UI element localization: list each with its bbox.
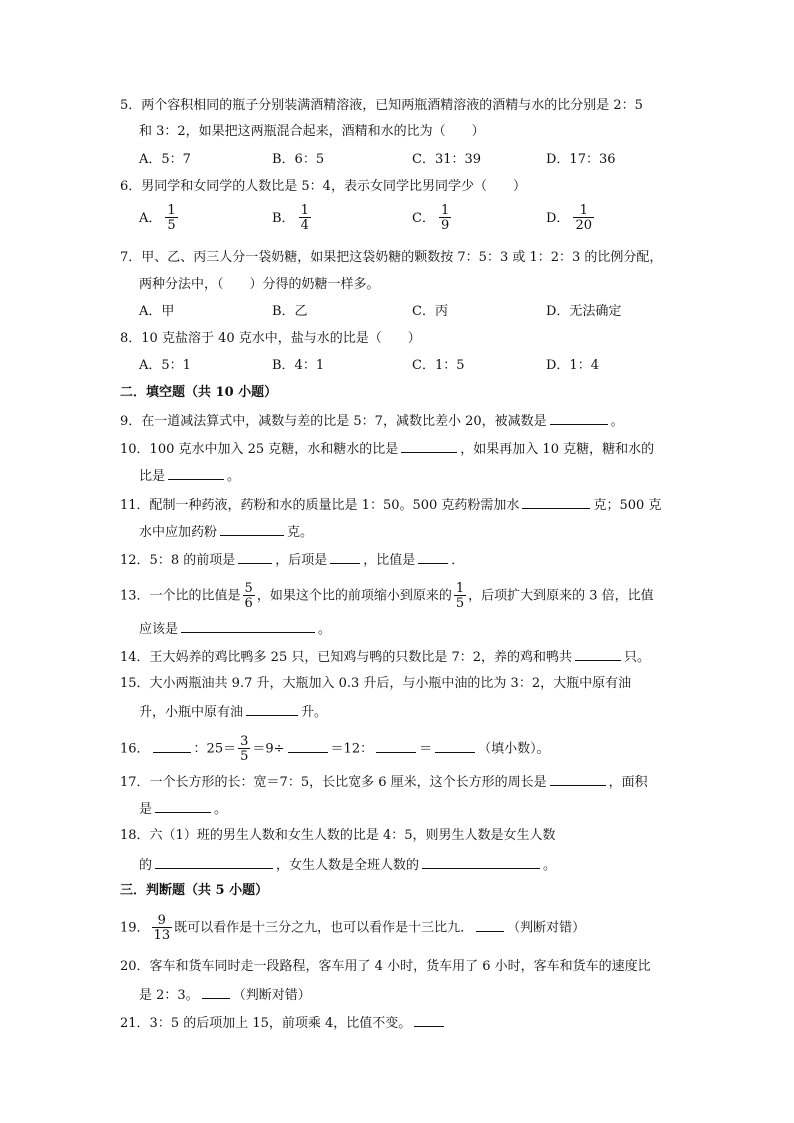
answer-blank[interactable] [376, 738, 416, 753]
question-text: 12．5：8 的前项是 [120, 553, 236, 568]
question-text: 10．100 克水中加入 25 克糖，水和糖水的比是 [120, 442, 399, 457]
question-11-line-1 [120, 494, 661, 516]
question-text: ，后项是 [275, 553, 328, 568]
question-text: ，比值是 [363, 553, 416, 568]
answer-blank[interactable] [414, 1012, 444, 1027]
question-text: 比是 [139, 469, 166, 484]
question-6-text: 6．男同学和女同学的人数比是 5：4，表示女同学比男同学少（ ） [120, 179, 526, 194]
option-label: D． [546, 210, 570, 226]
question-text: 13．一个比的比值是 [120, 588, 241, 604]
question-5-option-a: A．5：7 [139, 152, 191, 167]
denominator: 9 [440, 218, 450, 233]
question-17-line-2 [139, 798, 227, 820]
denominator: 5 [455, 596, 465, 611]
question-text: 克。 [287, 525, 314, 540]
question-text: 9．在一道减法算式中，减数与差的比是 5：7，减数比差小 20，被减数是 [120, 414, 547, 429]
question-text: 。 [318, 622, 332, 637]
question-7-option-a: A．甲 [139, 304, 175, 319]
question-5-line-1: 5．两个容积相同的瓶子分别装满酒精溶液，已知两瓶酒精溶液的酒精与水的比分别是 2：5 [120, 98, 643, 113]
question-text: 升。 [301, 705, 328, 720]
question-text: 克；500 克 [593, 498, 662, 513]
option-label: A． [139, 210, 162, 226]
question-text: 。 [610, 414, 624, 429]
question-7-option-b: B．乙 [272, 304, 308, 319]
answer-blank[interactable] [550, 771, 606, 786]
question-10-line-2 [139, 465, 240, 487]
answer-blank[interactable] [288, 738, 328, 753]
question-8-option-a: A．5：1 [139, 358, 191, 373]
option-label: B． [272, 210, 295, 226]
question-text: ． [451, 553, 465, 568]
question-8-option-c: C．1：5 [412, 358, 465, 373]
answer-blank[interactable] [202, 984, 230, 999]
question-7-option-c: C．丙 [412, 304, 448, 319]
answer-blank[interactable] [575, 646, 621, 661]
denominator: 4 [300, 218, 309, 233]
denominator: 6 [244, 596, 253, 611]
question-18-line-1: 18．六（1）班的男生人数和女生人数的比是 4：5，则男生人数是女生人数 [120, 828, 556, 843]
numerator: 1 [167, 203, 176, 218]
question-10-line-1 [120, 438, 654, 460]
question-5-option-b: B．6：5 [272, 152, 325, 167]
answer-blank[interactable] [238, 549, 272, 564]
question-11-line-2 [139, 521, 313, 543]
question-16 [120, 735, 550, 763]
question-8-option-b: B．4：1 [272, 358, 325, 373]
question-12 [120, 549, 464, 571]
question-6-option-c [412, 204, 453, 232]
answer-blank[interactable] [155, 798, 211, 813]
question-8-option-d: D．1：4 [546, 358, 599, 373]
answer-blank[interactable] [153, 738, 191, 753]
question-14 [120, 646, 650, 668]
fraction [243, 582, 255, 610]
question-text: ，如果再加入 10 克糖，糖和水的 [460, 442, 655, 457]
question-text: ：25＝ [193, 741, 237, 757]
numerator: 1 [440, 203, 450, 218]
numerator: 1 [579, 203, 588, 218]
answer-blank[interactable] [476, 917, 504, 932]
fraction [152, 914, 173, 942]
question-text: 。 [227, 469, 241, 484]
numerator: 1 [455, 581, 465, 596]
denominator: 20 [575, 218, 592, 233]
question-text: 是 [139, 802, 153, 817]
question-text: 14．王大妈养的鸡比鸭多 25 只，已知鸡与鸭的只数比是 7：2，养的鸡和鸭共 [120, 650, 573, 665]
answer-blank[interactable] [246, 701, 298, 716]
question-text: 16． [120, 741, 150, 757]
numerator: 5 [244, 581, 253, 596]
answer-blank[interactable] [401, 438, 457, 453]
answer-blank[interactable] [181, 618, 315, 633]
fraction [165, 204, 177, 232]
question-text: 19． [120, 920, 150, 936]
question-text: （填小数）。 [478, 741, 550, 757]
question-7-line-1: 7．甲、乙、丙三人分一袋奶糖，如果把这袋奶糖的颗数按 7：5：3 或 1：2：3 的比例分配， [120, 250, 663, 265]
question-6-option-d [546, 204, 596, 232]
fraction [439, 204, 451, 232]
fraction [454, 582, 466, 610]
question-text: 升，小瓶中原有油 [139, 705, 244, 720]
question-17-line-1 [120, 771, 648, 793]
question-9 [120, 410, 624, 432]
question-text: 。 [543, 858, 557, 873]
question-text: ，面积 [608, 775, 648, 790]
question-text: 17．一个长方形的长：宽＝7：5，长比宽多 6 厘米，这个长方形的周长是 [120, 775, 547, 790]
denominator: 5 [240, 749, 249, 764]
answer-blank[interactable] [422, 854, 540, 869]
question-13-line-2 [139, 618, 331, 640]
question-text: 21．3：5 的后项加上 15，前项乘 4，比值不变。 [120, 1016, 412, 1031]
question-6-option-b [272, 204, 313, 232]
question-15-line-2 [139, 701, 327, 723]
question-text: 11．配制一种药液，药粉和水的质量比是 1：50。500 克药粉需加水 [120, 498, 520, 513]
denominator: 5 [167, 218, 176, 233]
fraction [238, 735, 250, 763]
question-text: 的 [139, 858, 153, 873]
numerator: 1 [300, 203, 309, 218]
numerator: 9 [157, 913, 166, 928]
question-5-option-c: C．31：39 [412, 152, 482, 167]
question-text: ＝ [419, 741, 433, 757]
question-7-option-d: D．无法确定 [546, 304, 622, 319]
question-text: 应该是 [139, 622, 179, 637]
answer-blank[interactable] [220, 521, 284, 536]
question-19 [120, 914, 585, 942]
answer-blank[interactable] [435, 738, 475, 753]
question-text: ＝12： [330, 741, 374, 757]
answer-blank[interactable] [168, 465, 224, 480]
question-text: （判断对错） [232, 988, 311, 1003]
question-7-line-2: 两种分法中，（ ）分得的奶糖一样多。 [139, 277, 380, 292]
question-5-option-d: D．17：36 [546, 152, 616, 167]
answer-blank[interactable] [155, 854, 273, 869]
option-label: C． [412, 210, 435, 226]
fraction [299, 204, 311, 232]
question-15-line-1: 15．大小两瓶油共 9.7 升，大瓶加入 0.3 升后，与小瓶中油的比为 3：2，大瓶中原有油 [120, 676, 632, 691]
question-20-line-1: 20．客车和货车同时走一段路程，客车用了 4 小时，货车用了 6 小时，客车和货车的速度比 [120, 959, 651, 974]
question-20-line-2 [139, 984, 311, 1006]
question-text: 既可以看作是十三分之九，也可以看作是十三比九． [174, 920, 474, 936]
question-text: ，后项扩大到原来的 3 倍，比值 [468, 588, 654, 604]
answer-blank[interactable] [330, 549, 360, 564]
denominator: 13 [153, 928, 171, 943]
question-21 [120, 1012, 447, 1034]
question-text: （判断对错） [507, 920, 586, 936]
question-6-option-a [139, 204, 180, 232]
question-text: 是 2：3。 [139, 988, 199, 1003]
question-18-line-2 [139, 854, 556, 876]
question-text: ，如果这个比的前项缩小到原来的 [256, 588, 452, 604]
question-8-text: 8．10 克盐溶于 40 克水中，盐与水的比是（ ） [120, 331, 421, 346]
question-text: ＝9÷ [252, 741, 285, 757]
question-5-line-2: 和 3：2，如果把这两瓶混合起来，酒精和水的比为（ ） [139, 124, 485, 139]
question-text: 水中应加药粉 [139, 525, 218, 540]
fraction [573, 204, 594, 232]
section-heading-fill-in: 二．填空题（共 10 小题） [120, 385, 278, 400]
question-text: 只。 [624, 650, 651, 665]
numerator: 3 [240, 734, 249, 749]
section-heading-true-false: 三．判断题（共 5 小题） [120, 883, 269, 898]
question-text: ，女生人数是全班人数的 [276, 858, 420, 873]
answer-blank[interactable] [550, 410, 608, 425]
answer-blank[interactable] [418, 549, 448, 564]
question-text: 。 [214, 802, 228, 817]
answer-blank[interactable] [522, 494, 590, 509]
question-13-line-1 [120, 582, 654, 610]
